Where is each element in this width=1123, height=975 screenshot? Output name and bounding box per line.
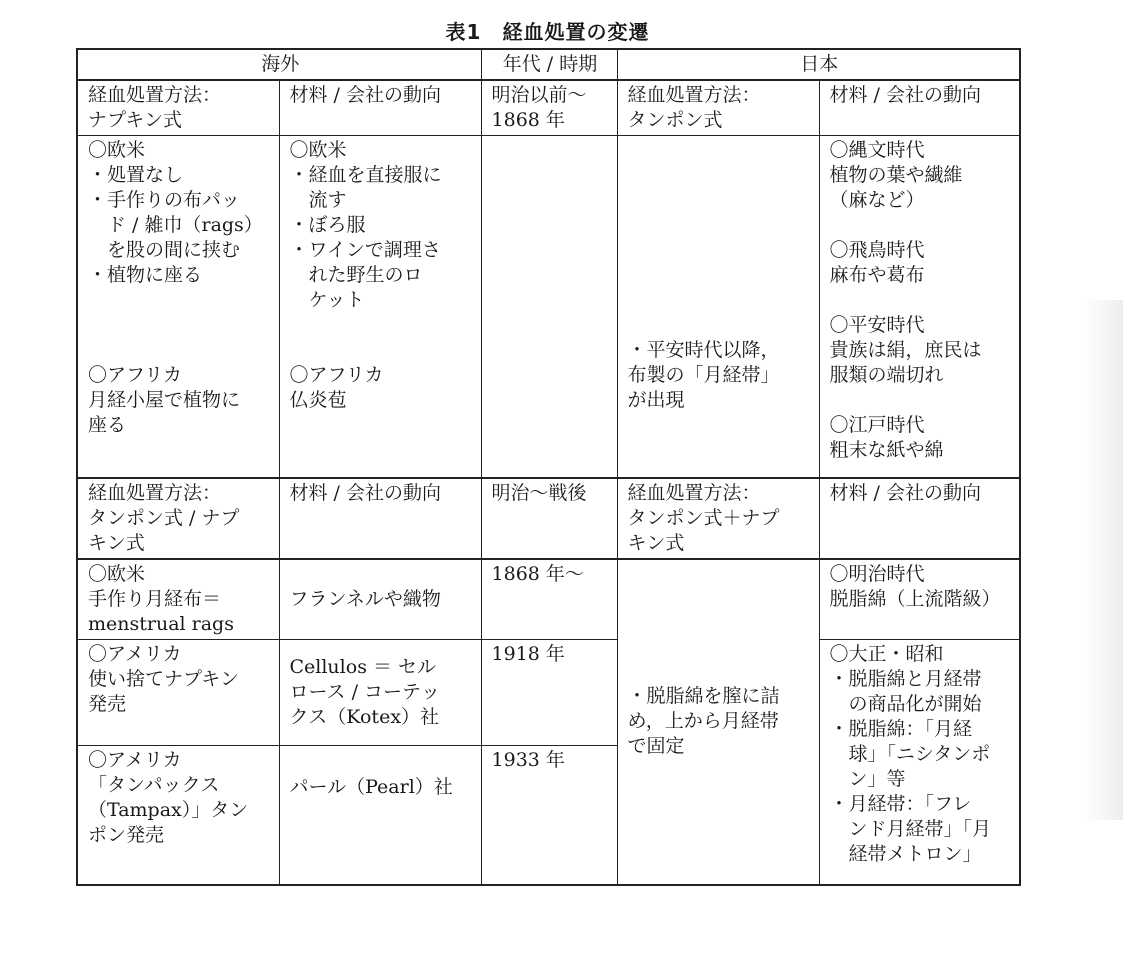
- section1-header-row: [77, 80, 1020, 136]
- page-edge-shadow: [1083, 300, 1123, 820]
- section2-material-flannel: フランネルや織物: [279, 559, 481, 640]
- section1-method-japan-header: 経血処置方法： タンポン式: [617, 80, 819, 136]
- section2-material-pearl: パール（Pearl）社: [279, 745, 481, 885]
- section2-year-1933: 1933 年: [481, 745, 617, 885]
- section2-method-overseas-header: 経血処置方法： タンポン式 / ナプ キン式: [77, 478, 279, 559]
- section1-era-empty: [481, 136, 617, 478]
- header-japan: 日本: [617, 49, 1020, 80]
- header-overseas: 海外: [77, 49, 481, 80]
- section2-era: 明治〜戦後: [481, 478, 617, 559]
- section2-japan-method: ・脱脂綿を膣に詰 め，上から月経帯 で固定: [617, 559, 819, 886]
- section2-material-kotex: Cellulos ＝ セル ロース / コーテッ クス（Kotex）社: [279, 639, 481, 745]
- header-era: 年代 / 時期: [481, 49, 617, 80]
- section2-overseas-europe: 〇欧米 手作り月経布＝ menstrual rags: [77, 559, 279, 640]
- section1-japan-material-content: 〇縄文時代 植物の葉や繊維 （麻など） 〇飛鳥時代 麻布や葛布 〇平安時代 貴族は絹，庶民は 服類の端切れ 〇江戸時代 粗末な紙や綿: [819, 136, 1020, 478]
- section1-content-row: [77, 136, 1020, 478]
- section2-overseas-america-tampax: 〇アメリカ 「タンパックス （Tampax）」タン ポン発売: [77, 745, 279, 885]
- section2-year-1868: 1868 年〜: [481, 559, 617, 640]
- section1-japan-method-content: ・平安時代以降， 布製の「月経帯」 が出現: [617, 136, 819, 478]
- section1-overseas-material-content: 〇欧米 ・経血を直接服に 流す ・ぼろ服 ・ワインで調理さ れた野生のロ ケット 〇アフリカ 仏炎苞: [279, 136, 481, 478]
- section2-material-japan-header: 材料 / 会社の動向: [819, 478, 1020, 559]
- section2-method-japan-header: 経血処置方法： タンポン式＋ナプ キン式: [617, 478, 819, 559]
- section2-overseas-america-napkin: 〇アメリカ 使い捨てナプキン 発売: [77, 639, 279, 745]
- section1-material-overseas-header: 材料 / 会社の動向: [279, 80, 481, 136]
- section2-material-overseas-header: 材料 / 会社の動向: [279, 478, 481, 559]
- section2-row-1918: [77, 639, 1020, 745]
- section2-header-row: [77, 478, 1020, 559]
- section2-japan-taisho-showa: 〇大正・昭和 ・脱脂綿と月経帯 の商品化が開始 ・脱脂綿：「月経 球」「ニシタンポ ン」等 ・月経帯：「フレ ンド月経帯」「月 経帯メトロン」: [819, 639, 1020, 885]
- section1-overseas-method-content: 〇欧米 ・処置なし ・手作りの布パッ ド / 雑巾（rags） を股の間に挟む ・植物に座る 〇アフリカ 月経小屋で植物に 座る: [77, 136, 279, 478]
- section2-row-1868: [77, 559, 1020, 640]
- section1-era: 明治以前〜 1868 年: [481, 80, 617, 136]
- section2-japan-meiji: 〇明治時代 脱脂綿（上流階級）: [819, 559, 1020, 640]
- section1-method-overseas-header: 経血処置方法： ナプキン式: [77, 80, 279, 136]
- menstrual-care-history-table: [76, 48, 1021, 886]
- section2-year-1918: 1918 年: [481, 639, 617, 745]
- table-caption: 表1 経血処置の変遷: [445, 20, 650, 44]
- section1-material-japan-header: 材料 / 会社の動向: [819, 80, 1020, 136]
